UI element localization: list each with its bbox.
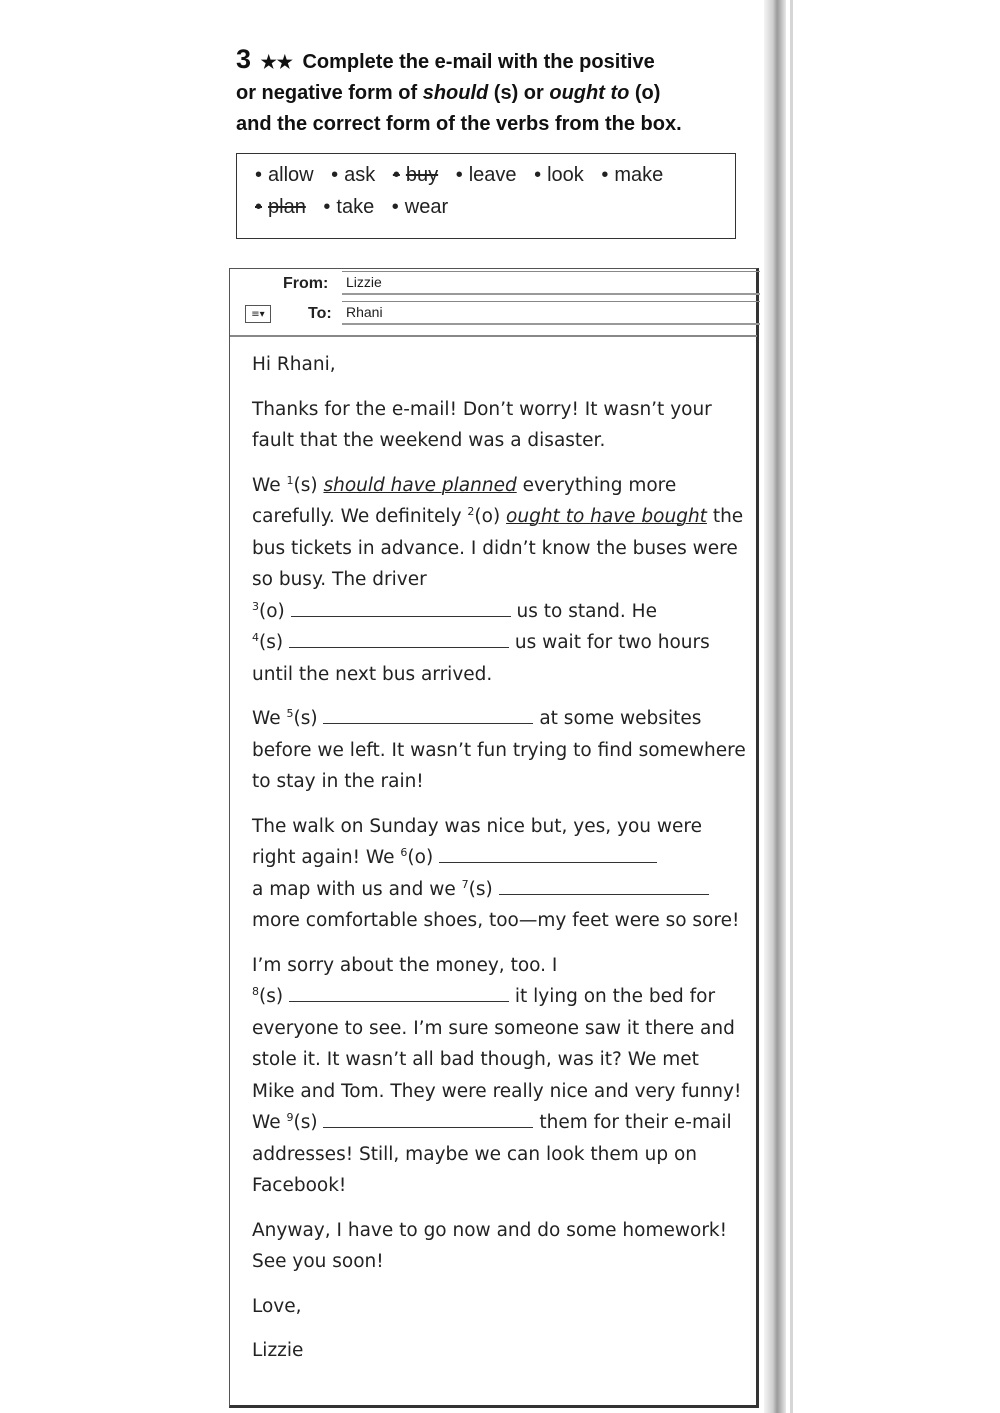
instruction-line-2c: (o)	[629, 82, 661, 104]
menu-dropdown-icon: ≡▾	[245, 305, 271, 323]
answer-2: ought to have bought	[506, 506, 707, 527]
blank-3[interactable]	[291, 596, 511, 617]
exercise-instruction	[236, 44, 756, 140]
header-divider	[230, 335, 757, 337]
instruction-line-1: Complete the e-mail with the positive	[302, 51, 655, 73]
instruction-line-3: and the correct form of the verbs from the box.	[236, 113, 682, 135]
page-edge-line	[790, 0, 793, 1413]
word-leave: • leave	[455, 164, 517, 186]
word-make: • make	[601, 164, 664, 186]
blank-6[interactable]	[439, 842, 657, 863]
to-field: Rhani	[342, 301, 760, 325]
word-box-row-1	[255, 164, 675, 187]
blank-4[interactable]	[289, 627, 509, 648]
word-wear: • wear	[391, 196, 449, 218]
blank-5[interactable]	[323, 703, 533, 724]
page-binding-shadow	[764, 0, 786, 1413]
word-take: • take	[323, 196, 375, 218]
word-box-row-2	[255, 196, 460, 219]
greeting: Hi Rhani,	[252, 354, 336, 375]
word-buy-struck: • buy	[392, 164, 439, 186]
paragraph-1: Thanks for the e-mail! Don’t worry! It wasn’t your fault that the weekend was a disaster.	[252, 398, 712, 451]
instruction-should: should	[422, 82, 489, 104]
from-label: From:	[283, 275, 329, 292]
page-margin	[786, 0, 1000, 1413]
paragraph-4: The walk on Sunday was nice but, yes, you were right again! We $^6$(o) a map with us and we $^7$(s) more comfortable shoes, too—my feet were so sore!	[252, 815, 740, 931]
exercise-number: 3	[236, 44, 252, 74]
signature: Lizzie	[252, 1340, 304, 1361]
word-ask: • ask	[331, 164, 376, 186]
word-box	[236, 153, 736, 239]
word-look: • look	[534, 164, 584, 186]
paragraph-2: We $^1$(s) should have planned everything more carefully. We definitely $^2$(o) ought to have bought the bus tickets in advance. I didn’t know the buses were so busy. The driver $^3$(o) us to stand. He $^4$(s) us wait for two hours until the next bus arrived.	[252, 473, 744, 685]
closing: Love,	[252, 1295, 302, 1317]
word-plan-struck: • plan	[255, 196, 306, 218]
difficulty-stars-icon: ★★	[260, 52, 293, 72]
blank-8[interactable]	[289, 981, 509, 1002]
paragraph-3: We $^5$(s) at some websites before we left. It wasn’t fun trying to find somewhere to stay in the rain!	[252, 703, 747, 798]
instruction-line-2a: or negative form of	[236, 82, 423, 104]
email-mockup	[229, 268, 759, 1408]
blank-9[interactable]	[323, 1107, 533, 1128]
paragraph-5: I’m sorry about the money, too. I $^8$(s) it lying on the bed for everyone to see. I’m sure someone saw it there and stole it. It wasn’t all bad though, was it? We met Mike and Tom. They were really nice and very funny! We $^9$(s) them for their e-mail addresses! Still, maybe we can look them up on Facebook!	[252, 954, 742, 1196]
email-body	[252, 349, 747, 1380]
instruction-line-2b: (s) or	[488, 82, 550, 104]
blank-7[interactable]	[499, 874, 709, 895]
to-label: To:	[308, 305, 332, 322]
word-allow: • allow	[255, 164, 314, 186]
from-field: Lizzie	[342, 271, 760, 295]
instruction-ought: ought to	[549, 82, 630, 104]
answer-1: should have planned	[323, 474, 517, 496]
paragraph-6: Anyway, I have to go now and do some homework! See you soon!	[252, 1219, 728, 1272]
